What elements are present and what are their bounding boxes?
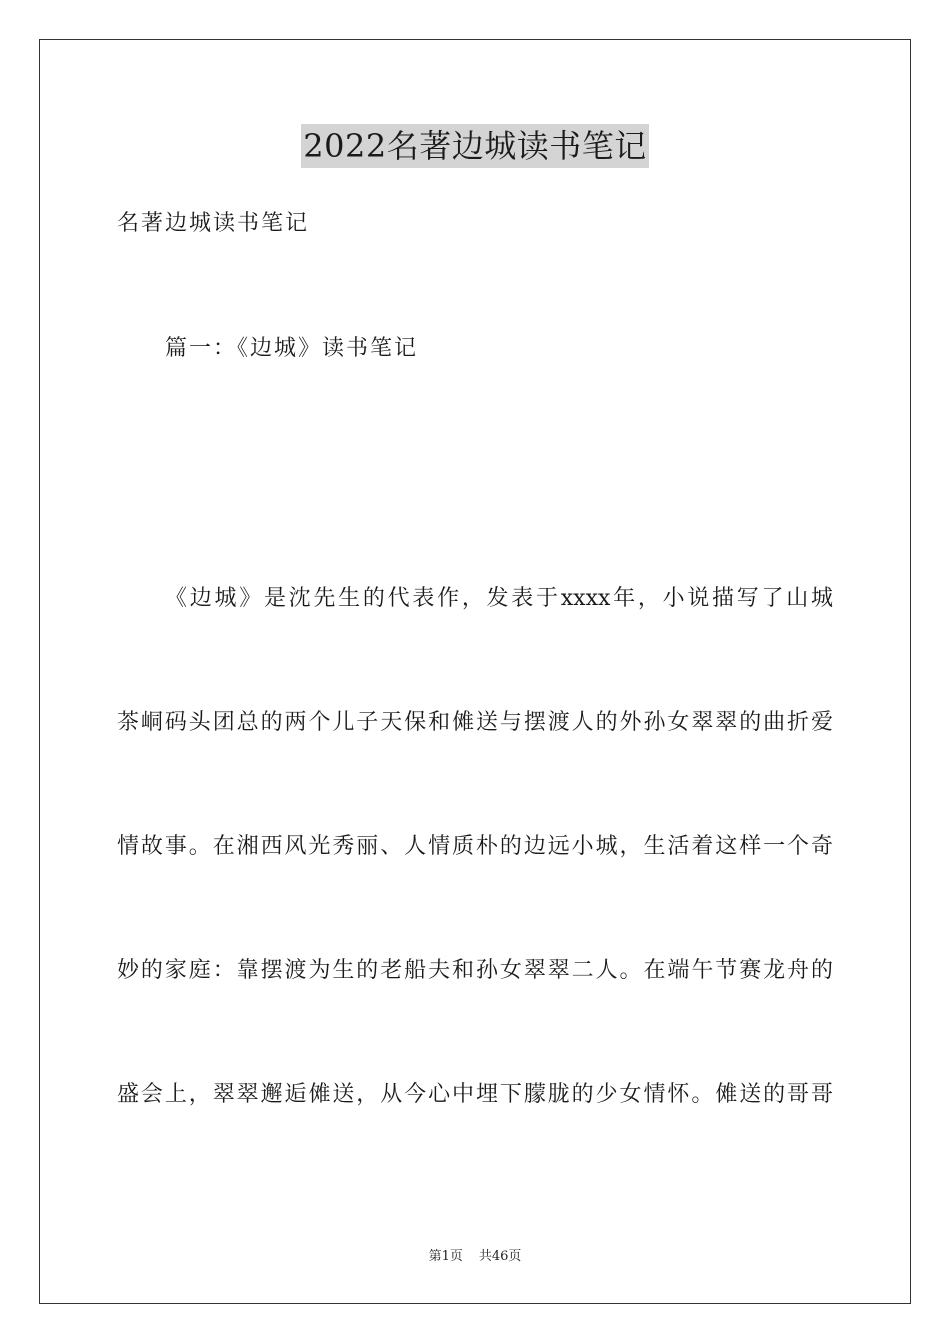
body-line: 《边城》是沈先生的代表作，发表于xxxx年，小说描写了山城 <box>165 586 833 611</box>
body-line: 情故事。在湘西风光秀丽、人情质朴的边远小城，生活着这样一个奇 <box>117 834 833 859</box>
document-title <box>0 124 950 168</box>
document-subtitle: 名著边城读书笔记 <box>117 211 310 236</box>
document-title-text: 2022名著边城读书笔记 <box>301 124 648 168</box>
page-total: 共46页 <box>478 1249 522 1264</box>
section-heading: 篇一：《边城》读书笔记 <box>165 336 419 361</box>
body-line: 妙的家庭：靠摆渡为生的老船夫和孙女翠翠二人。在端午节赛龙舟的 <box>117 958 833 983</box>
page-footer <box>0 1248 950 1266</box>
body-line: 茶峒码头团总的两个儿子天保和傩送与摆渡人的外孙女翠翠的曲折爱 <box>117 710 833 735</box>
body-line: 盛会上，翠翠邂逅傩送，从今心中埋下朦胧的少女情怀。傩送的哥哥 <box>117 1082 833 1107</box>
page-number: 第1页 <box>428 1249 463 1264</box>
